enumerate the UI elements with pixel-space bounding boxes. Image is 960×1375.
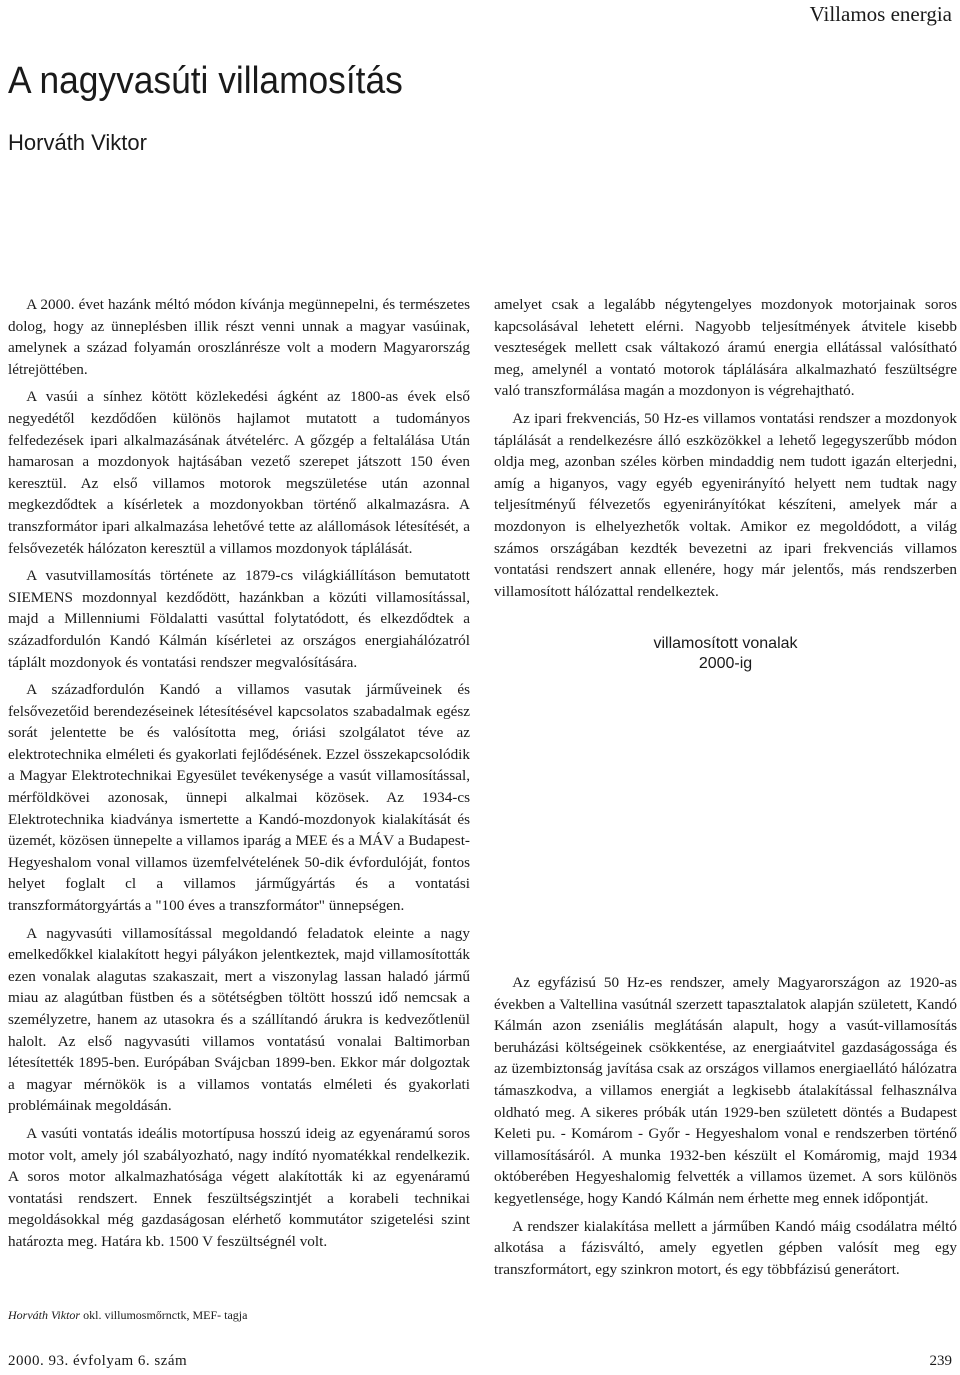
footnote-text: okl. villumosmőrnctk, MEF- tagja [83,1308,248,1322]
paragraph: A rendszer kialakítása mellett a járműben Kandó máig csodálatra méltó alkotása a fázisváltó, amely egyetlen gépben valósít meg egy transzformátort, egy szinkron motort, és egy többfázisú generátort. [494,1217,957,1278]
right-column-bottom [494,972,957,1286]
footnote-name: Horváth Viktor [8,1308,81,1322]
paragraph: A vasúti vontatás ideális motortípusa hosszú ideig az egyenáramú soros motor volt, amely jól szabályozható, nagy indító nyomatékkal rendelkezik. A soros motor alkalmazhatósága végett alakították ki az egyenáramú vontatási rendszert. Ennek feszültségszintjét a korabeli technikai megoldásokkal még gazdaságosan elérhető kommutátor szigetelési szint határozta meg. Határa kb. 1500 V feszültségnél volt. [8,1124,470,1250]
paragraph: A nagyvasúti villamosítással megoldandó feladatok eleinte a nagy emelkedőkkel kialakított hegyi pályákon jelentkeztek, majd villamosították ezen vonalak alagutas szakaszait, mert a viszonylag lassan haladó jármű miau az alagútban füstben és a sötétségben töltött hosszú idő nemcsak a személyzetre, hanem az utasokra és a szállítandó árukra is kedvezőtlenül halolt. Az első nagyvasúti villamos vontatású vonalai Baltimorban létesítették 1895-ben. Európában Svájcban 1899-ben. Ekkor már dolgoztak a magyar mérnökök is a villamos vontatás elméleti és gyakorlati problémáinak megoldásán. [8,924,470,1115]
paragraph: A vasúi a sínhez kötött közlekedési ágként az 1800-as évek első negyedétől kezdődően különös hajlamot mutatott a tudományos felfedezések ipari alkalmazásának átvételérc. A gőzgép a feltalálása Után hamarosan a mozdonyok hajtásában vezető szerepet játszott 150 éven keresztül. Az első villamos motorok megszületése után azonnal megkezdődtek a kísérletek a mozdonyokban történő alkalmazásra. A transzformátor ipari alkalmazása lehetővé tette az alállomások létesítését, a felsővezeték hálózaton keresztül a villamos mozdonyok táplálását. [8,388,470,557]
article-title: A nagyvasúti villamosítás [8,60,403,102]
issue-info: 2000. 93. évfolyam 6. szám [8,1353,188,1369]
paragraph: Az egyfázisú 50 Hz-es rendszer, amely Magyarországon az 1920-as években a Valtellina vasútnál szerzett tapasztalatok alapján született, Kandó Kálmán azon zseniális meglátásán alapult, hogy a vasút-villamosítás beruházási költségeinek csökkentése, az energiaátvitel gazdaságossága és az üzembiztonság javítása csak az országos villamos energiaellátó hálózatra támaszkodva, a villamos energiát a legkisebb átalakítással felhasználva oldható meg. A sikeres próbák után 1929-ben született döntés a Budapest Keleti pu. - Komárom - Győr - Hegyeshalom vonal e rendszerben történő villamosításáról. A munka 1932-ben készült el Komáromig, majd 1934 októberében Hegyeshalomig felvették a villamos üzemet. A sors különös kegyetlensége, hogy Kandó Kálmán nem érhette meg ennek időpontját. [494,974,957,1207]
left-column [8,294,470,1259]
paragraph: Az ipari frekvenciás, 50 Hz-es villamos vontatási rendszer a mozdonyok táplálását a rendelkezésre álló eszközökkel a lehető legegyszerűbb módon oldja meg, azonban széles körben mindaddig nem tudott igazán elterjedni, amíg a higanyos, vagy egyéb egyenirányító helyett nem tudtak nagy teljesítményű félvezetős egyenirányítókat készíteni, amelyek már a mozdonyon is elhelyezhetők voltak. Amikor ez megoldódott, a világ számos országában kezdték bevezetni az ipari frekvenciás villamos vontatási rendszert annak ellenére, hogy már jelentős, más rendszerben villamosított hálózattal rendelkeztek. [494,409,957,600]
author-footnote [8,1308,247,1323]
figure-caption-line: villamosított vonalak [653,635,798,652]
figure-caption-line: 2000-ig [698,655,753,672]
right-column-top [494,294,957,608]
paragraph: A vasutvillamosítás története az 1879-cs világkiállításon bemutatott SIEMENS mozdonnyal kezdődött, hazánkban a közúti villamosítással, majd a Millenniumi Földalatti vasúttal folytatódott, és elkezdődtek a századfordulón Kandó Kálmán kísérletei az országos energiahálózatról táplált mozdonyok és vontatási rendszer megvalósítására. [8,567,470,671]
paragraph: A századfordulón Kandó a villamos vasutak járműveinek és felsővezetőid berendezéseinek létesítésével kapcsolatos szabadalmak egész sorát jelentette be és valósította meg, óriási szolgálatot téve az elektrotechnika elméleti és gyakorlati fejlődésének. Ezzel összekapcsolódik a Magyar Elektrotechnikai Egyesület tevékenysége a vasút villamosítással, mérföldkövei azonosak, ünnepi alkalmai közösek. Az 1934-cs Elektrotechnika kiadványa ismertette a Kandó-mozdonyok kialakítását és üzemét, közösen ünnepelte a villamos iparág a MEE és a MÁV a Budapest-Hegyeshalom vonal villamos üzemfelvételének 50-dik évfordulóját, fontos helyet foglalt cl a villamos járműgyártás és a vontatási transzformátorgyártás a "100 éves a transzformátor" ünnepségen. [8,681,470,915]
figure-caption [494,634,957,674]
article-author: Horváth Viktor [8,130,147,155]
paragraph: A 2000. évet hazánk méltó módon kívánja megünnepelni, és természetes dolog, hogy az ünneplésben illik részt venni unnak a magyar vasúinak, amelynek a század folyamán oroszlánrésze volt a modern Magyarország létrejöttében. [8,296,470,378]
paragraph: amelyet csak a legalább négytengelyes mozdonyok motorjainak soros kapcsolásával lehetett elérni. Nagyobb teljesítmények átvitele kisebb veszteségek mellett csak váltakozó áramú energia ellátással valósítható meg, amelynél a vontató motorok táplálására alkalmazható feszültségre való transzformálása magán a mozdonyon is végrehajtható. [494,296,957,400]
section-header: Villamos energia [809,2,952,26]
page-number: 239 [929,1353,952,1369]
